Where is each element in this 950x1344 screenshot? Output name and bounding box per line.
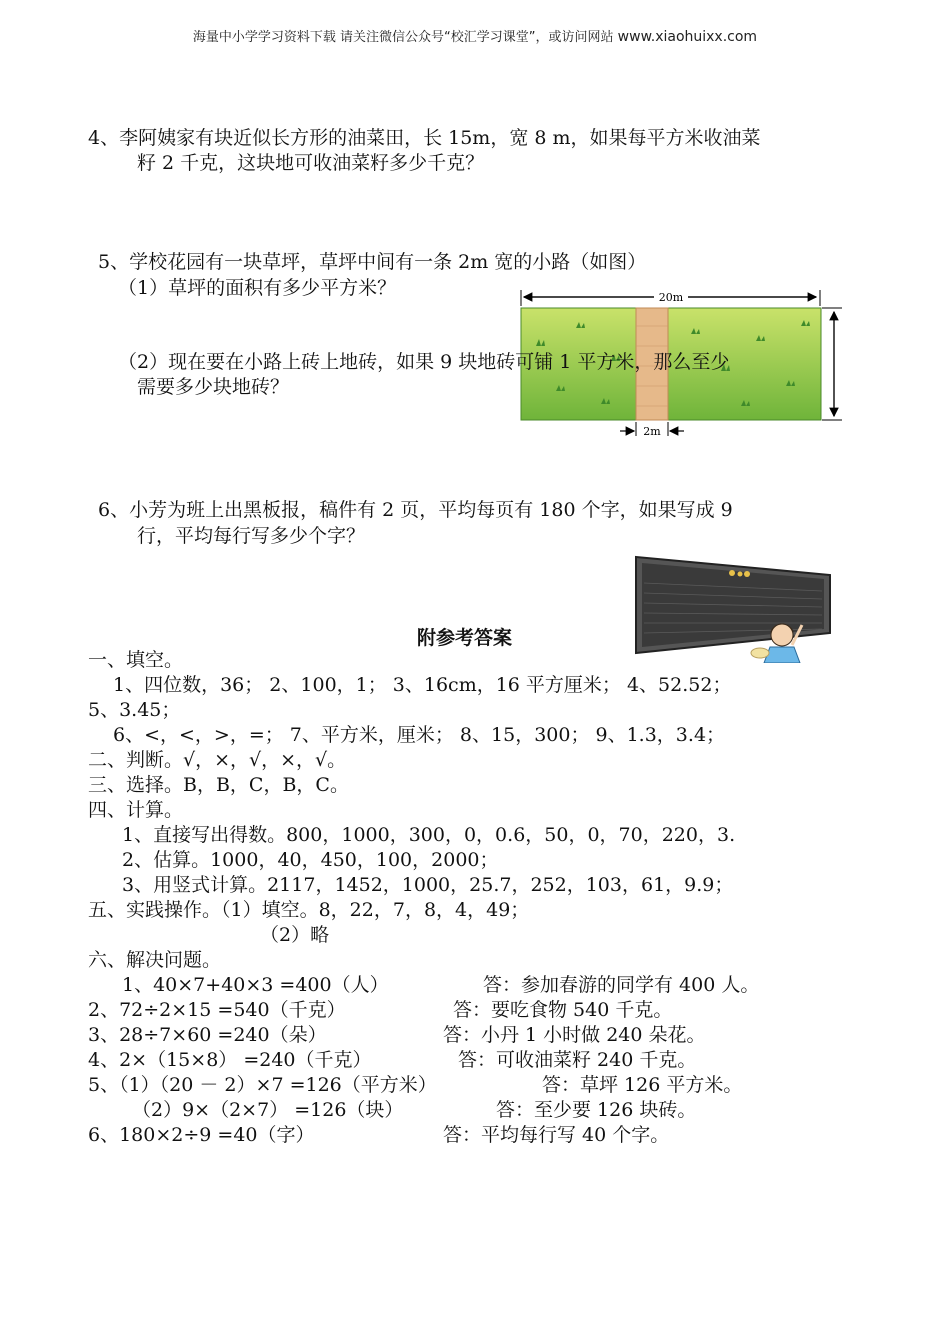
answer-line: 二、判断。√，×，√，×，√。 [88, 749, 347, 771]
answer-line: 2、72÷2×15 =540（千克） [88, 999, 346, 1021]
answer-line: 1、40×7+40×3 =400（人） [122, 974, 389, 996]
answer-line: 答：参加春游的同学有 400 人。 [483, 974, 760, 996]
q4-line2: 籽 2 千克，这块地可收油菜籽多少千克？ [137, 152, 485, 174]
q5-sub1: （1）草坪的面积有多少平方米？ [118, 277, 397, 299]
answer-line: 答：小丹 1 小时做 240 朵花。 [443, 1024, 706, 1046]
answer-line: 一、填空。 [88, 649, 184, 671]
answer-line: 3、用竖式计算。2117，1452，1000，25.7，252，103，61，9.9； [122, 874, 734, 896]
q5-sub2-line1: （2）现在要在小路上砖上地砖，如果 9 块地砖可铺 1 平方米，那么至少 [118, 351, 730, 373]
answer-line: 四、计算。 [88, 799, 184, 821]
answer-line: 2、估算。1000，40，450，100，2000； [122, 849, 499, 871]
q6-line1: 6、小芳为班上出黑板报，稿件有 2 页，平均每页有 180 个字，如果写成 9 [98, 499, 733, 521]
answer-line: 1、四位数，36； 2、100，1； 3、16cm，16 平方厘米； 4、52.52； [113, 674, 732, 696]
q4-line1: 4、李阿姨家有块近似长方形的油菜田，长 15m，宽 8 m，如果每平方米收油菜 [88, 127, 761, 149]
answer-line: 1、直接写出得数。800，1000，300，0，0.6，50，0，70，220，3. [122, 824, 736, 846]
answer-line: 六、解决问题。 [88, 949, 222, 971]
header-notice: 海量中小学学习资料下载 请关注微信公众号“校汇学习课堂”，或访问网站 [192, 30, 614, 45]
figure-path-label: 2m [643, 425, 661, 438]
answer-line: 6、180×2÷9 =40（字） [88, 1124, 315, 1146]
answer-line: （2）9×（2×7） =126（块） [132, 1099, 404, 1121]
answer-line: 5、（1）（20 － 2）×7 =126（平方米） [88, 1074, 437, 1096]
page-header [0, 26, 950, 45]
q5-line1: 5、学校花园有一块草坪，草坪中间有一条 2m 宽的小路（如图） [98, 251, 647, 273]
blackboard-illustration [632, 553, 834, 663]
answer-line: 3、28÷7×60 =240（朵） [88, 1024, 327, 1046]
answer-line: 答：可收油菜籽 240 千克。 [458, 1049, 697, 1071]
answer-line: 答：至少要 126 块砖。 [496, 1099, 697, 1121]
answer-line: 6、<，<，>，=； 7、平方米，厘米； 8、15，300； 9、1.3，3.4； [113, 724, 726, 746]
answer-line: 答：要吃食物 540 千克。 [453, 999, 673, 1021]
answer-line: 答：草坪 126 平方米。 [542, 1074, 743, 1096]
answer-line: 5、3.45； [88, 699, 181, 721]
q6-line2: 行，平均每行写多少个字？ [137, 525, 366, 547]
answer-line: 4、2×（15×8） =240（千克） [88, 1049, 372, 1071]
answers-title: 附参考答案 [417, 627, 513, 649]
q5-sub2-line2: 需要多少块地砖？ [137, 376, 290, 398]
answer-line: （2）略 [260, 924, 330, 946]
header-site[interactable]: www.xiaohuixx.com [617, 29, 758, 45]
answer-line: 五、实践操作。（1）填空。8，22，7，8，4，49； [88, 899, 530, 921]
figure-width-label: 20m [658, 291, 684, 304]
answer-line: 答：平均每行写 40 个字。 [443, 1124, 670, 1146]
answer-line: 三、选择。B，B，C，B，C。 [88, 774, 349, 796]
